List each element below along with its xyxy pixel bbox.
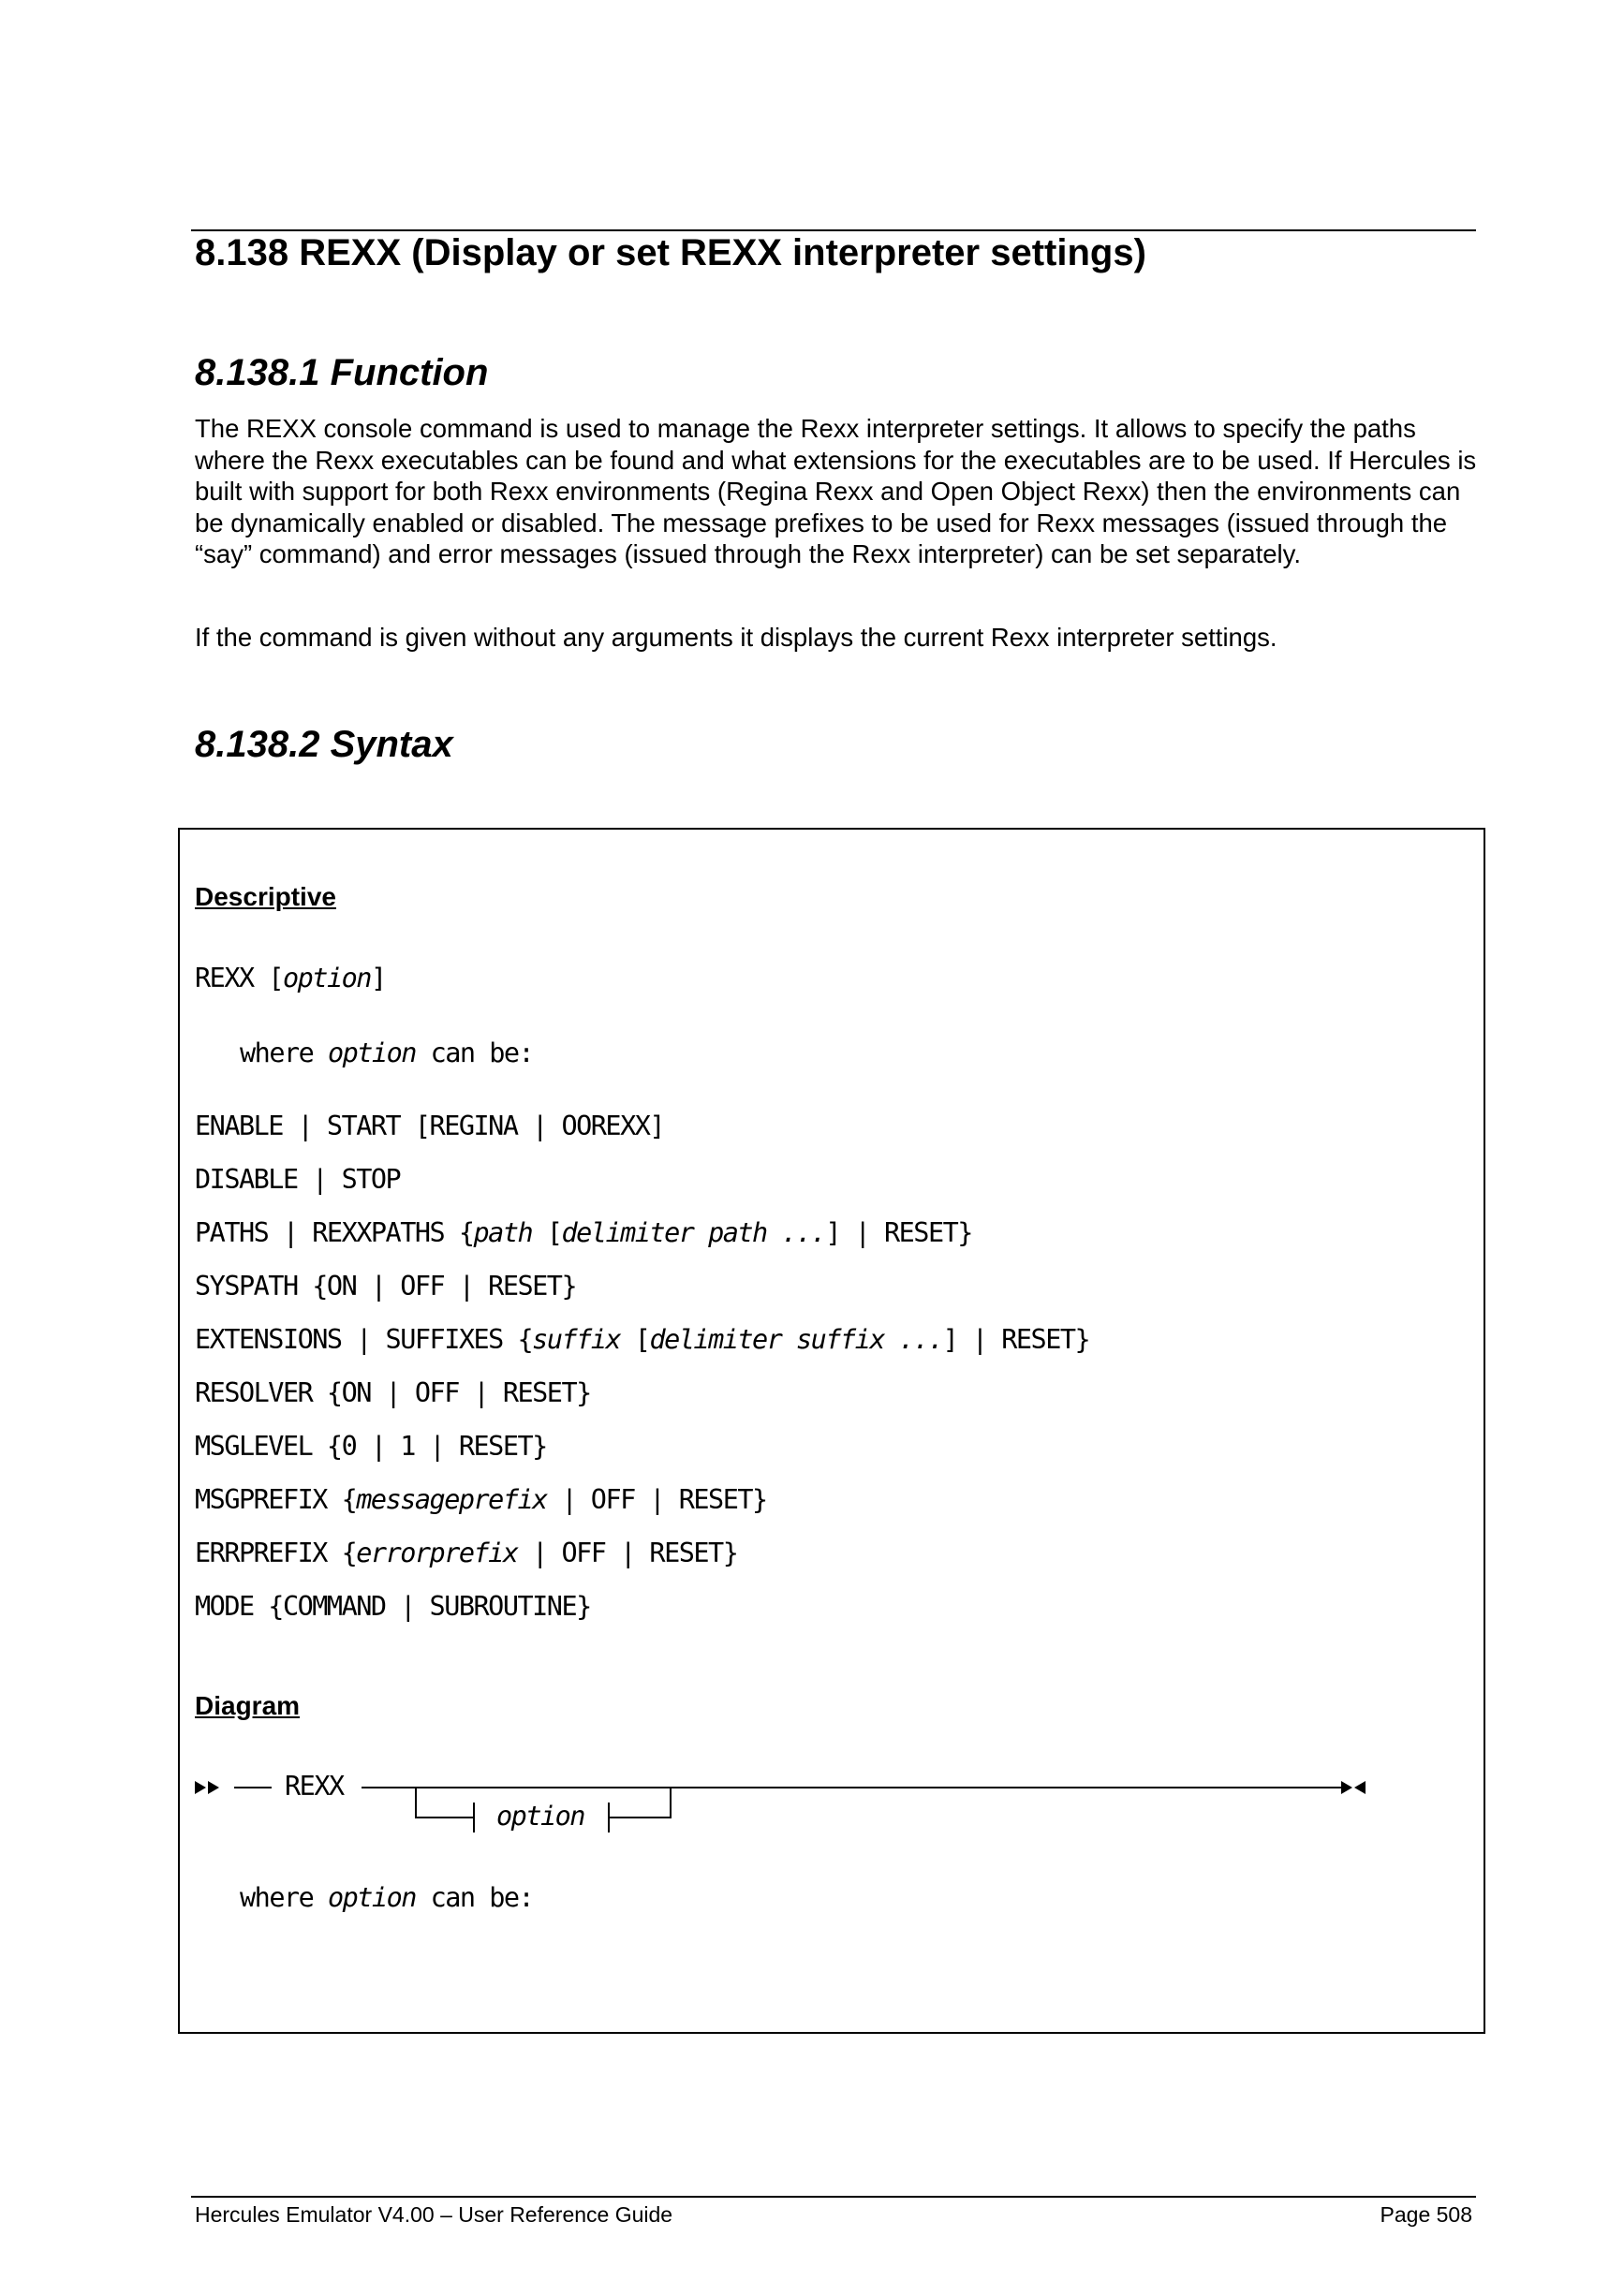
where-suffix: can be: [415,1882,534,1913]
option-text: EXTENSIONS | SUFFIXES { [195,1324,533,1355]
option-text: RESOLVER {ON | OFF | RESET} [195,1377,591,1408]
option-text: ] | RESET} [825,1217,972,1248]
option-text: MSGLEVEL {0 | 1 | RESET} [195,1431,547,1462]
rail-end-arrow [1341,1781,1352,1794]
where-arg: option [327,1882,416,1913]
option-text: MSGPREFIX { [195,1484,357,1515]
option-text: PATHS | REXXPATHS { [195,1217,474,1248]
where-line-2 [240,1882,533,1913]
function-paragraph-2: If the command is given without any arguments it displays the current Rexx interpreter settings. [195,623,1277,652]
where-prefix: where [240,1038,328,1068]
option-text: [ [532,1217,562,1248]
section-title: 8.138 REXX (Display or set REXX interpreter settings) [195,232,1146,273]
option-text: ENABLE | START [REGINA | OOREXX] [195,1111,665,1141]
where-prefix: where [240,1882,328,1913]
option-text: ] | RESET} [942,1324,1090,1355]
option-text: SYSPATH {ON | OFF | RESET} [195,1271,577,1302]
option-text: | OFF | RESET} [517,1538,738,1568]
diagram-label: Diagram [195,1691,301,1720]
rail-branch [609,1788,671,1818]
close-bracket: ] [370,963,386,993]
option-arg: delimiter path ... [561,1217,826,1248]
footer-rule [191,2196,1476,2198]
diagram-keyword: REXX [285,1771,344,1802]
footer-title: Hercules Emulator V4.00 – User Reference Guide [195,2202,673,2227]
syntax-heading: 8.138.2 Syntax [195,724,453,765]
diagram-option-text: option [496,1801,584,1832]
option-text: DISABLE | STOP [195,1164,401,1195]
function-heading: 8.138.1 Function [195,352,489,393]
option-arg: delimiter suffix ... [649,1324,943,1355]
rail-start-arrow [195,1781,206,1794]
descriptive-label: Descriptive [195,882,336,911]
option-arg: messageprefix [356,1484,547,1515]
diagram-option [496,1801,584,1832]
option-text: | OFF | RESET} [546,1484,767,1515]
command-arg: option [282,963,371,993]
option-text: MODE {COMMAND | SUBROUTINE} [195,1591,591,1622]
option-text: ERRPREFIX { [195,1538,357,1568]
rail-branch [416,1788,474,1818]
open-bracket: [ [268,963,283,993]
command-name: REXX [195,963,254,993]
rail-end-arrow [1354,1781,1366,1794]
option-arg: errorprefix [356,1538,518,1568]
function-paragraph-1: The REXX console command is used to manage the Rexx interpreter settings. It allows to specify the paths where the Rexx executables can be found and what extensions for the executables are to be used. If Hercules is built with support for both Rexx environments (Regina Rexx and Open Object Rexx) then the environments can be dynamically enabled or disabled. The message prefixes to be used for Rexx messages (issued through the “say” command) and error messages (issued through the Rexx interpreter) can be set separately. [195,414,1477,568]
rail-start-arrow [208,1781,219,1794]
page-number: Page 508 [1380,2202,1472,2227]
option-arg: suffix [532,1324,621,1355]
where-arg: option [327,1038,416,1068]
option-text: [ [620,1324,650,1355]
where-suffix: can be: [415,1038,534,1068]
option-arg: path [473,1217,533,1248]
